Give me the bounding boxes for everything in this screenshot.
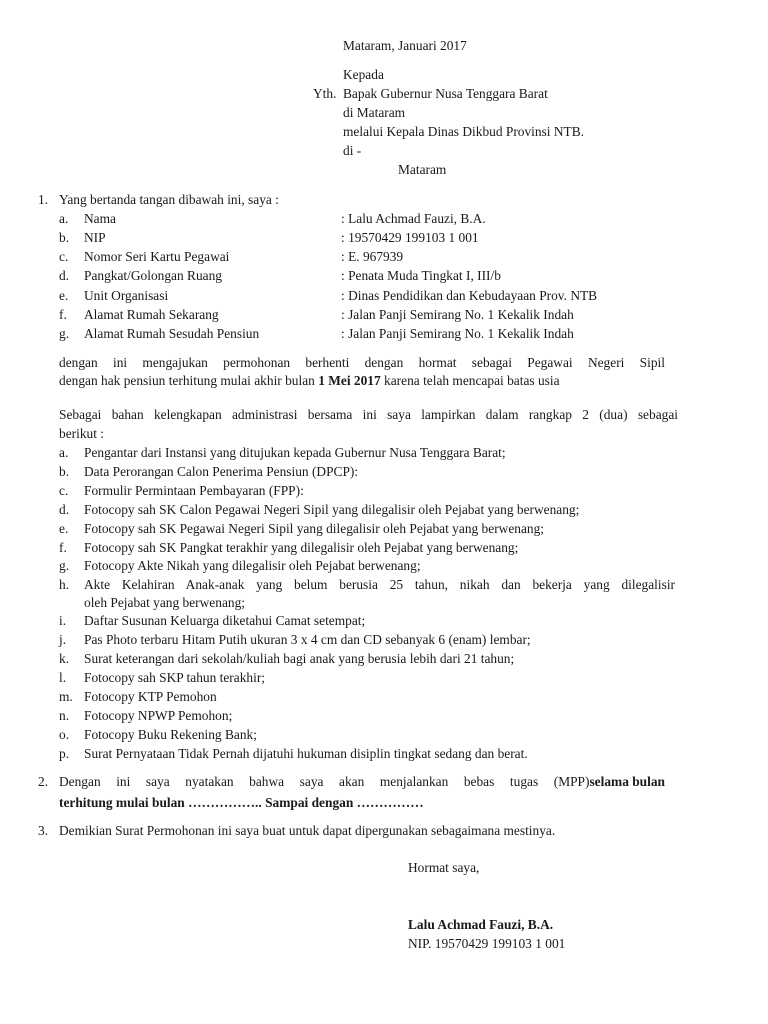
section-3-number: 3. bbox=[38, 823, 49, 838]
place-date: Mataram, Januari 2017 bbox=[343, 38, 467, 53]
list-item-letter: a. bbox=[59, 445, 69, 460]
list-item-letter: g. bbox=[59, 558, 70, 573]
field-letter: e. bbox=[59, 288, 69, 303]
list-item: Fotocopy Buku Rekening Bank; bbox=[84, 727, 257, 742]
list-item: Pas Photo terbaru Hitam Putih ukuran 3 x 4 cm dan CD sebanyak 6 (enam) lembar; bbox=[84, 632, 531, 647]
field-letter: d. bbox=[59, 268, 70, 283]
recipient-name: Bapak Gubernur Nusa Tenggara Barat bbox=[343, 86, 548, 101]
section-1-intro: Yang bertanda tangan dibawah ini, saya : bbox=[59, 192, 279, 207]
field-value-address-after: : Jalan Panji Semirang No. 1 Kekalik Indah bbox=[341, 326, 574, 341]
list-item-letter: m. bbox=[59, 689, 73, 704]
mpp-statement-text: Dengan ini saya nyatakan bahwa saya akan menjalankan bebas tugas (MPP) bbox=[59, 774, 590, 789]
field-label-nama: Nama bbox=[84, 211, 116, 226]
list-item: Fotocopy NPWP Pemohon; bbox=[84, 708, 233, 723]
request-paragraph-line-1: dengan ini mengajukan permohonan berhenti dengan hormat sebagai Pegawai Negeri Sipil bbox=[59, 355, 665, 370]
section-2-number: 2. bbox=[38, 774, 49, 789]
list-item-letter: j. bbox=[59, 632, 67, 647]
list-item: Fotocopy Akte Nikah yang dilegalisir oleh Pejabat berwenang; bbox=[84, 558, 421, 573]
list-item: Surat keterangan dari sekolah/kuliah bagi anak yang berusia lebih dari 21 tahun; bbox=[84, 651, 515, 666]
section-1-number: 1. bbox=[38, 192, 49, 207]
list-item-letter: h. bbox=[59, 577, 70, 592]
attachments-intro-line-2: berikut : bbox=[59, 426, 104, 441]
list-item: Fotocopy KTP Pemohon bbox=[84, 689, 217, 704]
field-label-pangkat: Pangkat/Golongan Ruang bbox=[84, 268, 222, 283]
field-letter: g. bbox=[59, 326, 70, 341]
field-value-nip: : 19570429 199103 1 001 bbox=[341, 230, 479, 245]
closing-statement: Demikian Surat Permohonan ini saya buat untuk dapat dipergunakan sebagaimana mestinya. bbox=[59, 823, 556, 838]
list-item-letter: k. bbox=[59, 651, 70, 666]
field-label-nip: NIP bbox=[84, 230, 106, 245]
signatory-nip: NIP. 19570429 199103 1 001 bbox=[408, 936, 566, 951]
mpp-statement-line-1 bbox=[59, 772, 665, 791]
mpp-statement-bold: selama bulan bbox=[589, 774, 665, 789]
list-item-letter: o. bbox=[59, 727, 70, 742]
list-item: Fotocopy sah SK Calon Pegawai Negeri Sipil yang dilegalisir oleh Pejabat yang berwenang; bbox=[84, 502, 580, 517]
field-label-address-after: Alamat Rumah Sesudah Pensiun bbox=[84, 326, 260, 341]
list-item-letter: n. bbox=[59, 708, 70, 723]
field-letter: a. bbox=[59, 211, 69, 226]
list-item: Data Perorangan Calon Penerima Pensiun (DPCP): bbox=[84, 464, 359, 479]
field-value-address-now: : Jalan Panji Semirang No. 1 Kekalik Indah bbox=[341, 307, 574, 322]
via-line: melalui Kepala Dinas Dikbud Provinsi NTB. bbox=[343, 124, 584, 139]
field-letter: b. bbox=[59, 230, 70, 245]
list-item-letter: i. bbox=[59, 613, 67, 628]
list-item-letter: c. bbox=[59, 483, 69, 498]
field-label-address-now: Alamat Rumah Sekarang bbox=[84, 307, 219, 322]
list-item: Fotocopy sah SKP tahun terakhir; bbox=[84, 670, 266, 685]
list-item: Fotocopy sah SK Pegawai Negeri Sipil yang dilegalisir oleh Pejabat yang berwenang; bbox=[84, 521, 545, 536]
field-value-karpeg: : E. 967939 bbox=[341, 249, 404, 264]
list-item: Daftar Susunan Keluarga diketahui Camat setempat; bbox=[84, 613, 366, 628]
request-reason: karena telah mencapai batas usia bbox=[380, 373, 560, 388]
list-item: Pengantar dari Instansi yang ditujukan kepada Gubernur Nusa Tenggara Barat; bbox=[84, 445, 506, 460]
field-letter: f. bbox=[59, 307, 67, 322]
request-text: dengan hak pensiun terhitung mulai akhir bulan bbox=[59, 373, 319, 388]
list-item-letter: e. bbox=[59, 521, 69, 536]
list-item-letter: b. bbox=[59, 464, 70, 479]
recipient-location: di Mataram bbox=[343, 105, 406, 120]
list-item: Akte Kelahiran Anak-anak yang belum berusia 25 tahun, nikah dan bekerja yang dilegalisir bbox=[84, 577, 675, 592]
list-item: Surat Pernyataan Tidak Pernah dijatuhi hukuman disiplin tingkat sedang dan berat. bbox=[84, 746, 528, 761]
field-label-unit: Unit Organisasi bbox=[84, 288, 169, 303]
list-item: Formulir Permintaan Pembayaran (FPP): bbox=[84, 483, 304, 498]
attachments-intro-line-1: Sebagai bahan kelengkapan administrasi bersama ini saya lampirkan dalam rangkap 2 (dua) sebagai bbox=[59, 407, 678, 422]
field-value-nama: : Lalu Achmad Fauzi, B.A. bbox=[341, 211, 486, 226]
list-item: Fotocopy sah SK Pangkat terakhir yang dilegalisir oleh Pejabat yang berwenang; bbox=[84, 540, 519, 555]
list-item-letter: p. bbox=[59, 746, 70, 761]
field-letter: c. bbox=[59, 249, 69, 264]
mpp-statement-line-2: terhitung mulai bulan …………….. Sampai dengan …………… bbox=[59, 795, 424, 810]
yth-label: Yth. bbox=[313, 86, 337, 101]
city-line: Mataram bbox=[398, 162, 447, 177]
pension-date: 1 Mei 2017 bbox=[318, 373, 381, 388]
list-item-letter: l. bbox=[59, 670, 67, 685]
kepada-label: Kepada bbox=[343, 67, 384, 82]
list-item-letter: d. bbox=[59, 502, 70, 517]
list-item-letter: f. bbox=[59, 540, 67, 555]
di-line: di - bbox=[343, 143, 362, 158]
signatory-name: Lalu Achmad Fauzi, B.A. bbox=[408, 917, 554, 932]
list-item-continuation: oleh Pejabat yang berwenang; bbox=[84, 595, 246, 610]
field-value-unit: : Dinas Pendidikan dan Kebudayaan Prov. NTB bbox=[341, 288, 598, 303]
field-value-pangkat: : Penata Muda Tingkat I, III/b bbox=[341, 268, 501, 283]
request-paragraph-line-2 bbox=[59, 371, 560, 390]
field-label-karpeg: Nomor Seri Kartu Pegawai bbox=[84, 249, 230, 264]
signature-closing: Hormat saya, bbox=[408, 860, 480, 875]
